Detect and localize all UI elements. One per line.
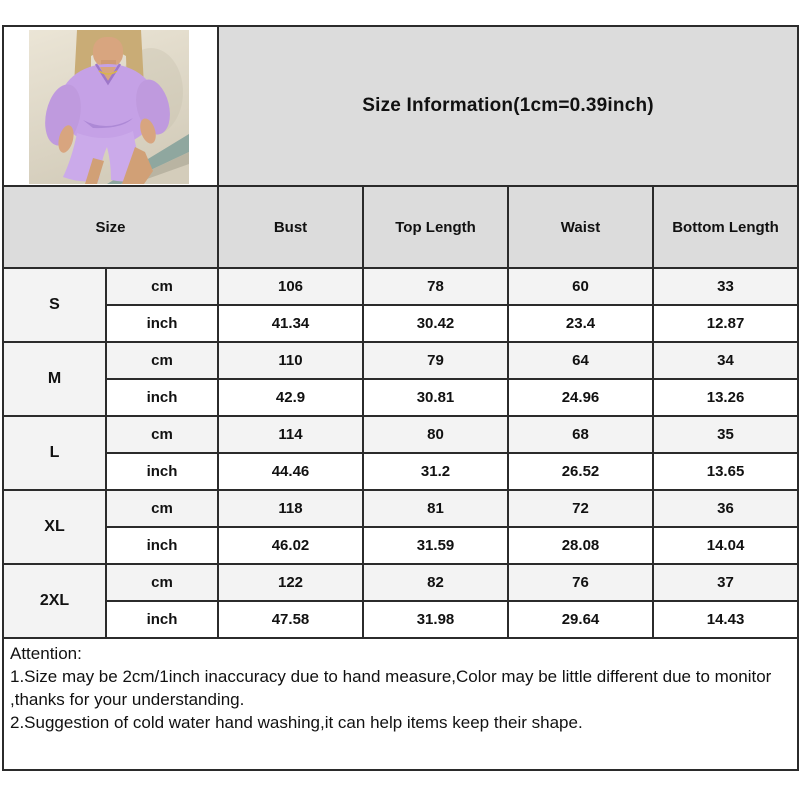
unit-label: cm — [106, 564, 218, 601]
column-header-size: Size — [3, 186, 218, 268]
measure-value: 114 — [218, 416, 363, 453]
attention-note-cell — [3, 638, 798, 770]
unit-label: cm — [106, 490, 218, 527]
measure-value: 33 — [653, 268, 798, 305]
measure-value: 34 — [653, 342, 798, 379]
measure-value: 13.65 — [653, 453, 798, 490]
table-row-xl-inch — [3, 527, 798, 564]
banner-title: Size Information(1cm=0.39inch) — [218, 26, 798, 186]
unit-label: cm — [106, 342, 218, 379]
measure-value: 79 — [363, 342, 508, 379]
measure-value: 76 — [508, 564, 653, 601]
unit-label: inch — [106, 453, 218, 490]
measure-value: 28.08 — [508, 527, 653, 564]
size-label: L — [3, 416, 106, 490]
measure-value: 30.42 — [363, 305, 508, 342]
measure-value: 14.04 — [653, 527, 798, 564]
table-row-s-inch — [3, 305, 798, 342]
measure-value: 81 — [363, 490, 508, 527]
attention-row — [3, 638, 798, 770]
attention-note-1: 1.Size may be 2cm/1inch inaccuracy due to hand measure,Color may be little different due to monitor ,thanks for your understanding. — [10, 667, 772, 709]
measure-value: 80 — [363, 416, 508, 453]
measure-value: 14.43 — [653, 601, 798, 638]
column-header-row — [3, 186, 798, 268]
size-label: XL — [3, 490, 106, 564]
measure-value: 13.26 — [653, 379, 798, 416]
measure-value: 29.64 — [508, 601, 653, 638]
column-header-bust: Bust — [218, 186, 363, 268]
table-row-m-inch — [3, 379, 798, 416]
measure-value: 24.96 — [508, 379, 653, 416]
size-label: S — [3, 268, 106, 342]
column-header-top-length: Top Length — [363, 186, 508, 268]
measure-value: 30.81 — [363, 379, 508, 416]
measure-value: 31.59 — [363, 527, 508, 564]
unit-label: inch — [106, 379, 218, 416]
measure-value: 60 — [508, 268, 653, 305]
measure-value: 31.98 — [363, 601, 508, 638]
measure-value: 23.4 — [508, 305, 653, 342]
measure-value: 12.87 — [653, 305, 798, 342]
product-photo-cell — [3, 26, 218, 186]
size-label: M — [3, 342, 106, 416]
banner-row — [3, 26, 798, 186]
measure-value: 64 — [508, 342, 653, 379]
table-row-l-cm — [3, 416, 798, 453]
measure-value: 82 — [363, 564, 508, 601]
measure-value: 68 — [508, 416, 653, 453]
attention-title: Attention: — [10, 644, 82, 663]
measure-value: 78 — [363, 268, 508, 305]
table-row-s-cm — [3, 268, 798, 305]
measure-value: 118 — [218, 490, 363, 527]
measure-value: 31.2 — [363, 453, 508, 490]
column-header-waist: Waist — [508, 186, 653, 268]
product-photo — [29, 30, 189, 184]
unit-label: inch — [106, 601, 218, 638]
measure-value: 46.02 — [218, 527, 363, 564]
measure-value: 122 — [218, 564, 363, 601]
unit-label: inch — [106, 305, 218, 342]
table-row-2xl-inch — [3, 601, 798, 638]
size-chart-table — [2, 25, 799, 771]
measure-value: 41.34 — [218, 305, 363, 342]
size-label: 2XL — [3, 564, 106, 638]
measure-value: 37 — [653, 564, 798, 601]
table-row-l-inch — [3, 453, 798, 490]
unit-label: inch — [106, 527, 218, 564]
measure-value: 42.9 — [218, 379, 363, 416]
measure-value: 44.46 — [218, 453, 363, 490]
measure-value: 106 — [218, 268, 363, 305]
attention-note-2: 2.Suggestion of cold water hand washing,it can help items keep their shape. — [10, 713, 583, 732]
measure-value: 110 — [218, 342, 363, 379]
measure-value: 35 — [653, 416, 798, 453]
measure-value: 26.52 — [508, 453, 653, 490]
measure-value: 47.58 — [218, 601, 363, 638]
column-header-bottom-length: Bottom Length — [653, 186, 798, 268]
unit-label: cm — [106, 416, 218, 453]
measure-value: 72 — [508, 490, 653, 527]
size-chart-sheet — [2, 25, 799, 771]
table-row-m-cm — [3, 342, 798, 379]
measure-value: 36 — [653, 490, 798, 527]
unit-label: cm — [106, 268, 218, 305]
table-row-xl-cm — [3, 490, 798, 527]
table-row-2xl-cm — [3, 564, 798, 601]
